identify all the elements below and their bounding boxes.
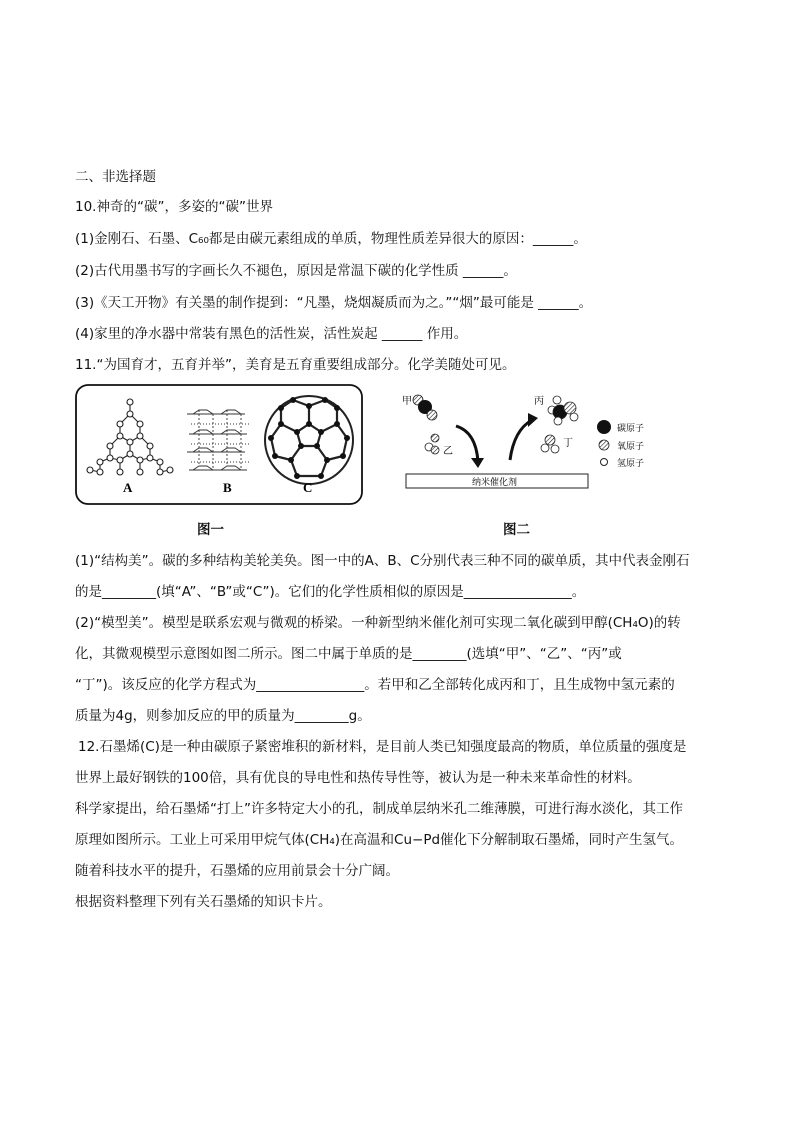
carbon-atom-icon xyxy=(597,420,611,434)
q10-part4: (4)家里的净水器中常装有黑色的活性炭，活性炭起 ______ 作用。 xyxy=(75,326,468,342)
catalyst-label: 纳米催化剂 xyxy=(472,478,518,488)
diamond-structure-icon xyxy=(87,399,173,475)
q11-part2-line2: 化，其微观模型示意图如图二所示。图二中属于单质的是________(选填“甲”、“乙”、“丙”或 xyxy=(75,646,622,662)
figure-1-carbon-structures xyxy=(75,384,363,505)
q10-part3: (3)《天工开物》有关墨的制作提到：“凡墨，烧烟凝质而为之。”“烟”最可能是 ______。 xyxy=(75,295,593,311)
label-ding: 丁 xyxy=(563,438,573,449)
legend-oxygen: 氧原子 xyxy=(617,442,645,452)
q11-part1-line1: (1)“结构美”。碳的多种结构美轮美奂。图一中的A、B、C分别代表三种不同的碳单质，其中代表金刚石 xyxy=(75,553,690,569)
q12-line4: 原理如图所示。工业上可采用甲烷气体(CH₄)在高温和Cu−Pd催化下分解制取石墨烯，同时产生氢气。 xyxy=(75,832,684,848)
q11-part1-line2: 的是________(填“A”、“B”或“C”)。它们的化学性质相似的原因是________________。 xyxy=(75,584,586,600)
section-title: 二、非选择题 xyxy=(75,169,156,185)
label-yi: 乙 xyxy=(443,446,453,457)
legend-carbon: 碳原子 xyxy=(617,424,645,434)
oxygen-atom-icon xyxy=(599,440,609,450)
q12-line6: 根据资料整理下列有关石墨烯的知识卡片。 xyxy=(75,894,332,910)
q11-part2-line4: 质量为4g，则参加反应的甲的质量为________g。 xyxy=(75,708,371,724)
water-molecule-icon xyxy=(541,435,559,453)
q10-part1: (1)金刚石、石墨、C₆₀都是由碳元素组成的单质，物理性质差异很大的原因：______。 xyxy=(75,231,587,247)
co2-molecule-icon xyxy=(413,395,437,420)
q12-line5: 随着科技水平的提升，石墨烯的应用前景会十分广阔。 xyxy=(75,863,399,879)
methanol-molecule-icon xyxy=(548,396,578,425)
q12-line1: 12.石墨烯(C)是一种由碳原子紧密堆积的新材料，是目前人类已知强度最高的物质，单位质量的强度是 xyxy=(78,739,687,755)
figure-2-caption: 图二 xyxy=(503,522,530,538)
q11-title: 11.“为国育才，五育并举”，美育是五育重要组成部分。化学美随处可见。 xyxy=(75,357,516,373)
q12-line3: 科学家提出，给石墨烯“打上”许多特定大小的孔，制成单层纳米孔二维薄膜，可进行海水淡化，其工作 xyxy=(75,801,683,817)
figure-2-reaction-model xyxy=(398,390,663,495)
fig1-label-b: B xyxy=(223,480,232,495)
q12-line2: 世界上最好钢铁的100倍，具有优良的导电性和热传导性等，被认为是一种未来革命性的材料。 xyxy=(75,770,641,786)
hydrogen-atom-icon xyxy=(601,459,608,466)
h2-molecule-icon xyxy=(425,434,439,454)
figure-1-caption: 图一 xyxy=(197,522,224,538)
label-bing: 丙 xyxy=(534,396,544,407)
fullerene-c60-icon xyxy=(265,396,353,484)
q10-part2: (2)古代用墨书写的字画长久不褪色，原因是常温下碳的化学性质 ______。 xyxy=(75,263,517,279)
legend xyxy=(597,420,644,469)
q10-title: 10.神奇的“碳”，多姿的“碳”世界 xyxy=(75,199,273,215)
graphite-structure-icon xyxy=(187,410,251,470)
q11-part2-line1: (2)“模型美”。模型是联系宏观与微观的桥梁。一种新型纳米催化剂可实现二氧化碳到甲醇(CH₄O)的转 xyxy=(75,615,681,631)
fig1-label-a: A xyxy=(123,480,133,495)
q11-part2-line3: “丁”)。该反应的化学方程式为________________。若甲和乙全部转化成丙和丁，且生成物中氢元素的 xyxy=(75,677,675,693)
arrow-down-icon xyxy=(456,426,478,462)
legend-hydrogen: 氢原子 xyxy=(617,459,645,469)
label-jia: 甲 xyxy=(402,396,412,407)
fig1-label-c: C xyxy=(303,480,313,495)
